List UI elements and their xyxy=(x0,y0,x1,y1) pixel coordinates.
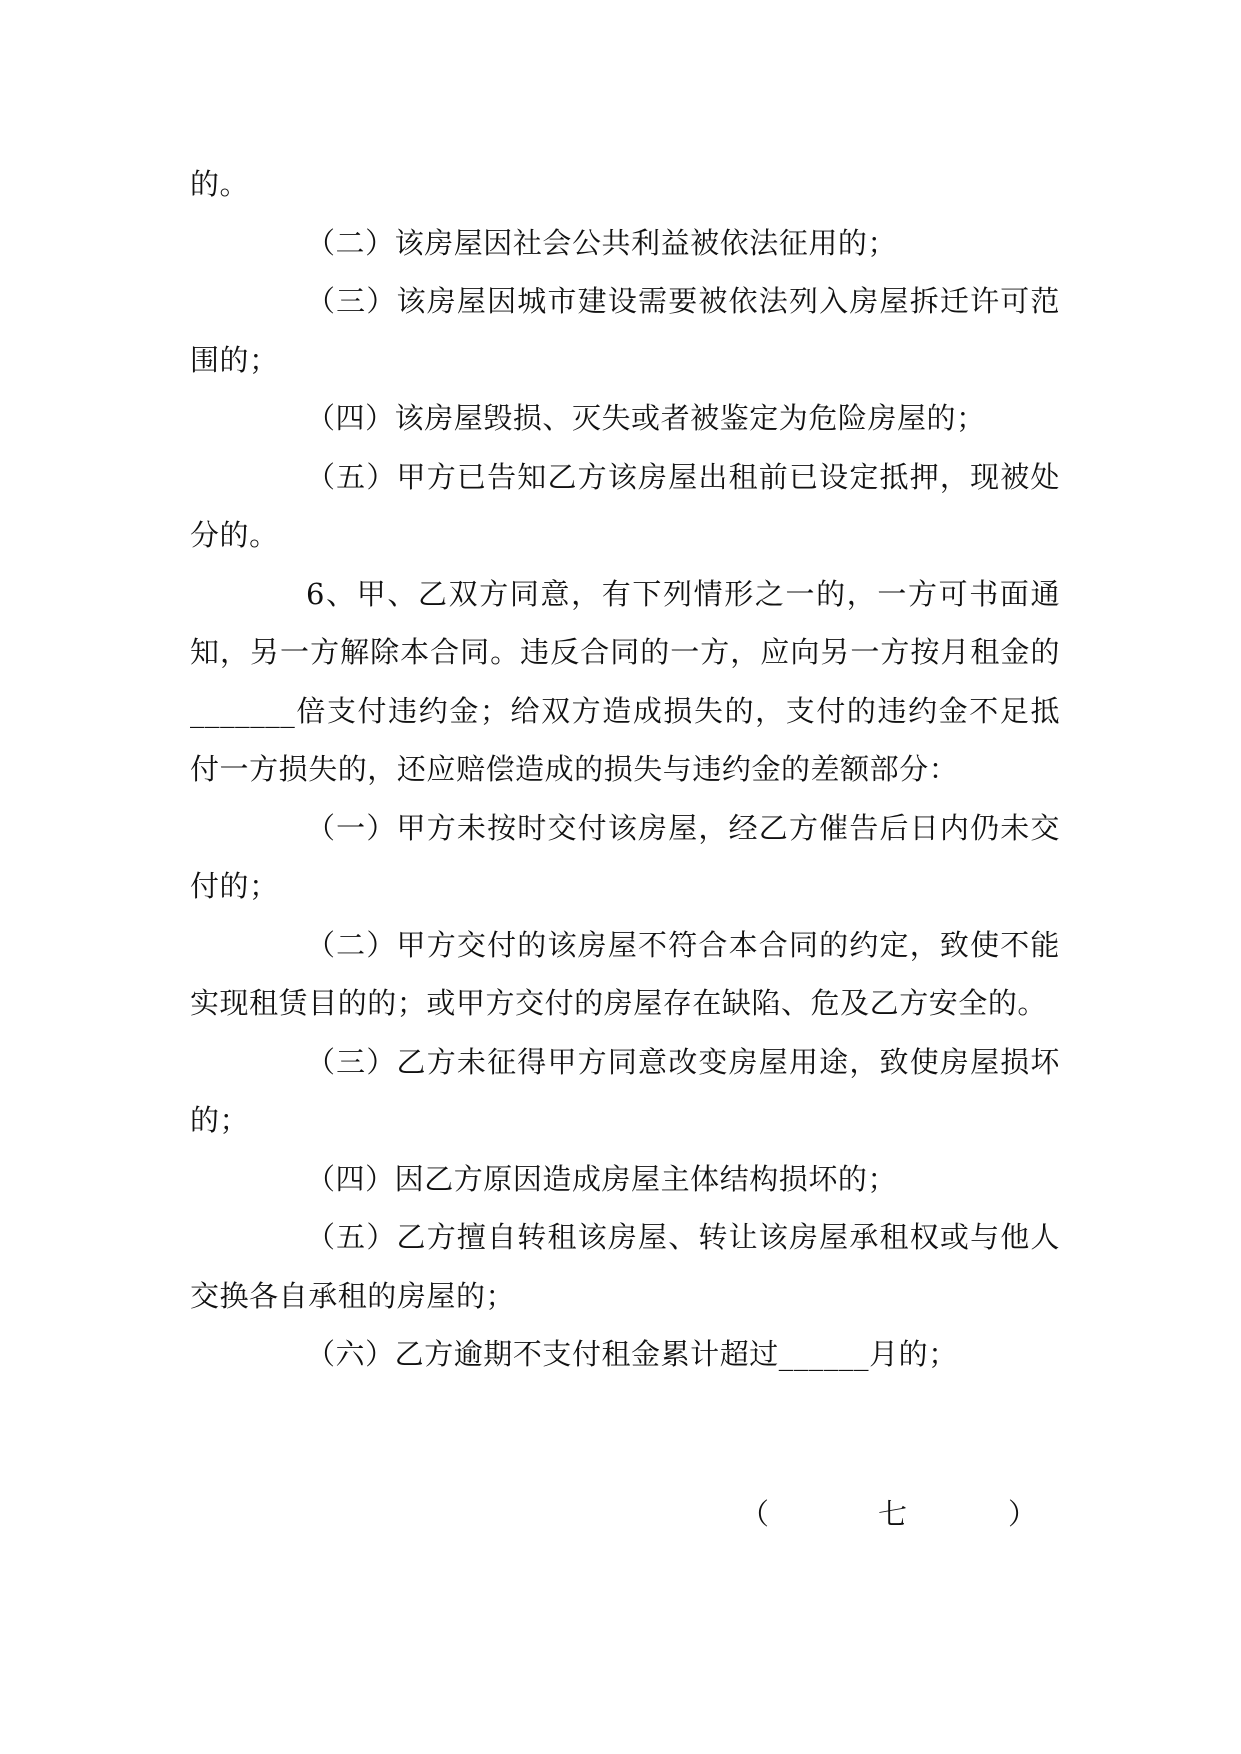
paragraph-item-5-sublet: （五）乙方擅自转租该房屋、转让该房屋承租权或与他人交换各自承租的房屋的； xyxy=(190,1220,1060,1313)
paragraph-item-2-nonconformity: （二）甲方交付的该房屋不符合本合同的约定，致使不能实现租赁目的的；或甲方交付的房屋存在缺陷、危及乙方安全的。 xyxy=(190,927,1060,1020)
page-number-left-paren: （ xyxy=(740,1497,770,1531)
page-number xyxy=(740,1492,1040,1536)
paragraph-clause-2-expropriation: （二）该房屋因社会公共利益被依法征用的； xyxy=(306,225,898,260)
paragraph-item-3-usage-change: （三）乙方未征得甲方同意改变房屋用途，致使房屋损坏的； xyxy=(190,1044,1060,1137)
page-number-right-paren: ） xyxy=(1008,1497,1038,1531)
paragraph-item-6-overdue-rent: （六）乙方逾期不支付租金累计超过______月的； xyxy=(306,1337,958,1371)
paragraph-item-1-delivery: （一）甲方未按时交付该房屋，经乙方催告后日内仍未交付的； xyxy=(190,810,1060,903)
paragraph-item-4-structure: （四）因乙方原因造成房屋主体结构损坏的； xyxy=(306,1161,898,1196)
page-number-value: 七 xyxy=(878,1497,908,1531)
paragraph-clause-5-mortgage: （五）甲方已告知乙方该房屋出租前已设定抵押，现被处分的。 xyxy=(190,459,1060,552)
paragraph-continuation: 的。 xyxy=(190,167,250,201)
paragraph-clause-4-damage: （四）该房屋毁损、灭失或者被鉴定为危险房屋的； xyxy=(306,401,986,435)
paragraph-section-6-termination: 6、甲、乙双方同意，有下列情形之一的，一方可书面通知，另一方解除本合同。违反合同的一方，应向另一方按月租金的_______倍支付违约金；给双方造成损失的，支付的违约金不足抵付一方损失的，还应赔偿造成的损失与违约金的差额部分： xyxy=(190,576,1060,786)
contract-body xyxy=(190,155,1060,1384)
paragraph-clause-3-demolition: （三）该房屋因城市建设需要被依法列入房屋拆迁许可范围的； xyxy=(190,284,1060,377)
